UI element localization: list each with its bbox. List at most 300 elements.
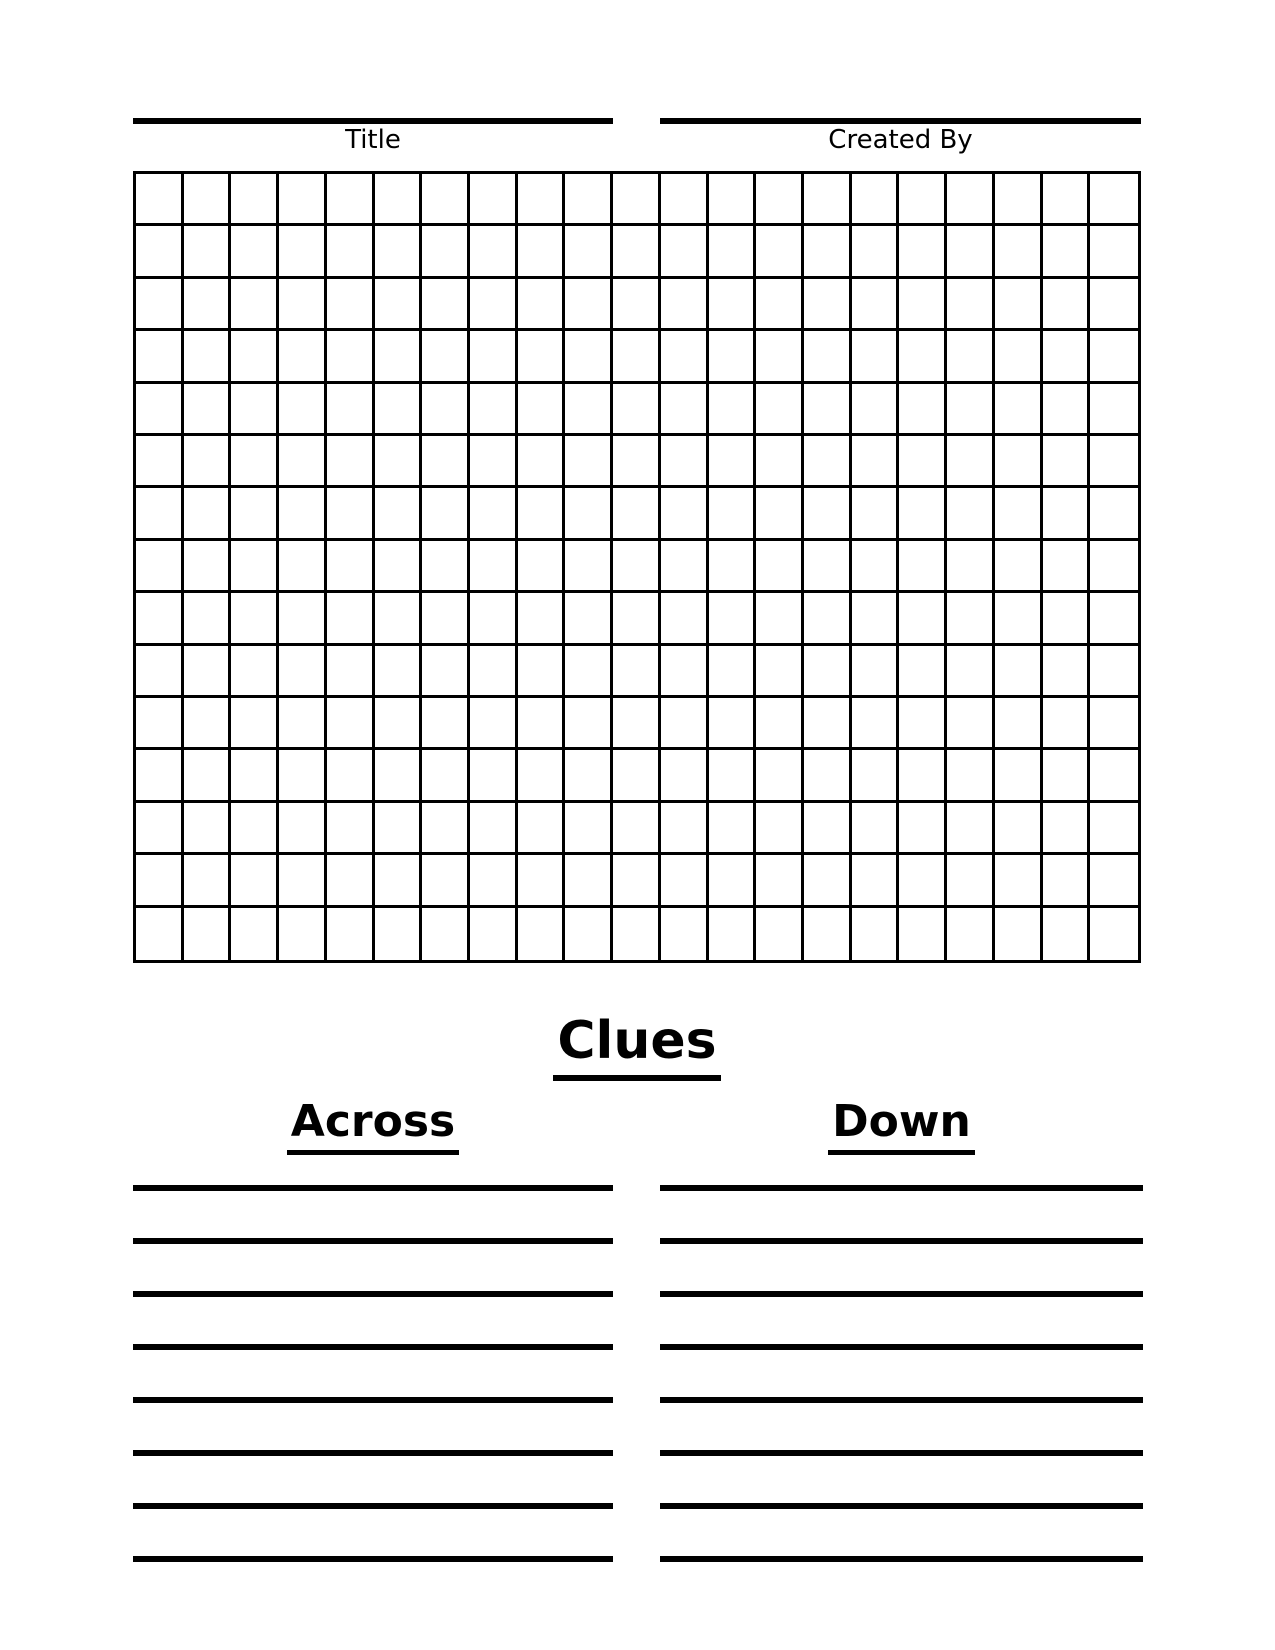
grid-cell	[1090, 279, 1138, 331]
grid-cell	[327, 331, 375, 383]
grid-cell	[279, 488, 327, 540]
grid-cell	[375, 803, 423, 855]
grid-cell	[184, 908, 232, 960]
grid-cell	[709, 279, 757, 331]
grid-cell	[613, 750, 661, 802]
grid-cell	[375, 541, 423, 593]
grid-cell	[136, 279, 184, 331]
grid-cell	[565, 488, 613, 540]
grid-cell	[995, 384, 1043, 436]
grid-cell	[899, 855, 947, 907]
grid-cell	[899, 279, 947, 331]
grid-cell	[804, 750, 852, 802]
grid-cell	[995, 279, 1043, 331]
grid-cell	[804, 908, 852, 960]
grid-cell	[804, 331, 852, 383]
grid-cell	[804, 646, 852, 698]
grid-cell	[136, 646, 184, 698]
grid-cell	[422, 488, 470, 540]
grid-cell	[279, 279, 327, 331]
grid-cell	[518, 488, 566, 540]
grid-cell	[565, 855, 613, 907]
grid-cell	[1090, 174, 1138, 226]
grid-cell	[1043, 279, 1091, 331]
clue-line	[133, 1238, 613, 1244]
grid-cell	[279, 698, 327, 750]
grid-cell	[613, 541, 661, 593]
grid-cell	[661, 174, 709, 226]
grid-cell	[422, 279, 470, 331]
grid-cell	[375, 646, 423, 698]
grid-cell	[709, 331, 757, 383]
grid-cell	[947, 908, 995, 960]
grid-cell	[231, 279, 279, 331]
grid-cell	[565, 646, 613, 698]
grid-cell	[375, 698, 423, 750]
created-by-blank-rule	[660, 118, 1141, 124]
grid-cell	[375, 908, 423, 960]
clue-line	[660, 1503, 1143, 1509]
grid-cell	[756, 803, 804, 855]
grid-cell	[327, 384, 375, 436]
grid-cell	[613, 593, 661, 645]
grid-cell	[375, 174, 423, 226]
grid-cell	[661, 593, 709, 645]
grid-cell	[804, 593, 852, 645]
grid-cell	[661, 279, 709, 331]
grid-cell	[947, 803, 995, 855]
grid-cell	[518, 855, 566, 907]
grid-cell	[1043, 593, 1091, 645]
grid-cell	[661, 436, 709, 488]
grid-cell	[1043, 488, 1091, 540]
title-field-label: Title	[345, 125, 401, 155]
grid-cell	[899, 384, 947, 436]
grid-cell	[756, 698, 804, 750]
grid-cell	[422, 541, 470, 593]
grid-cell	[327, 855, 375, 907]
grid-cell	[1043, 908, 1091, 960]
grid-cell	[995, 593, 1043, 645]
grid-cell	[518, 541, 566, 593]
grid-cell	[422, 384, 470, 436]
clues-section	[133, 1012, 1141, 1081]
clue-line	[133, 1185, 613, 1191]
grid-cell	[375, 750, 423, 802]
grid-cell	[899, 803, 947, 855]
grid-cell	[947, 226, 995, 278]
grid-cell	[136, 226, 184, 278]
grid-cell	[327, 750, 375, 802]
grid-cell	[852, 803, 900, 855]
grid-cell	[947, 174, 995, 226]
grid-cell	[852, 855, 900, 907]
clue-line	[133, 1344, 613, 1350]
grid-cell	[518, 750, 566, 802]
grid-cell	[375, 331, 423, 383]
grid-cell	[565, 593, 613, 645]
clue-line	[133, 1503, 613, 1509]
grid-cell	[279, 436, 327, 488]
grid-cell	[804, 279, 852, 331]
grid-cell	[1090, 593, 1138, 645]
clue-line	[133, 1291, 613, 1297]
grid-cell	[613, 908, 661, 960]
grid-cell	[518, 226, 566, 278]
grid-cell	[756, 855, 804, 907]
grid-cell	[518, 436, 566, 488]
grid-cell	[947, 646, 995, 698]
grid-cell	[518, 908, 566, 960]
grid-cell	[709, 384, 757, 436]
clue-line	[660, 1556, 1143, 1562]
grid-cell	[661, 331, 709, 383]
grid-cell	[184, 750, 232, 802]
grid-cell	[709, 908, 757, 960]
grid-cell	[709, 226, 757, 278]
crossword-grid	[133, 171, 1141, 963]
grid-cell	[756, 384, 804, 436]
grid-cell	[470, 698, 518, 750]
grid-cell	[995, 750, 1043, 802]
clue-line	[133, 1397, 613, 1403]
clue-line	[660, 1344, 1143, 1350]
clue-line	[660, 1185, 1143, 1191]
grid-cell	[470, 331, 518, 383]
grid-cell	[422, 803, 470, 855]
grid-cell	[804, 855, 852, 907]
grid-cell	[184, 436, 232, 488]
grid-cell	[565, 750, 613, 802]
grid-cell	[231, 331, 279, 383]
grid-cell	[565, 226, 613, 278]
grid-cell	[947, 384, 995, 436]
grid-cell	[947, 855, 995, 907]
grid-cell	[184, 226, 232, 278]
grid-cell	[470, 855, 518, 907]
grid-cell	[184, 646, 232, 698]
grid-cell	[1090, 226, 1138, 278]
grid-cell	[899, 541, 947, 593]
grid-cell	[518, 384, 566, 436]
grid-cell	[470, 908, 518, 960]
grid-cell	[518, 698, 566, 750]
grid-cell	[327, 488, 375, 540]
grid-cell	[184, 855, 232, 907]
grid-cell	[279, 384, 327, 436]
grid-cell	[613, 803, 661, 855]
grid-cell	[852, 698, 900, 750]
down-column-header	[660, 1097, 1143, 1155]
grid-cell	[422, 855, 470, 907]
grid-cell	[709, 436, 757, 488]
down-clue-lines	[660, 1185, 1143, 1609]
grid-cell	[709, 593, 757, 645]
grid-cell	[899, 750, 947, 802]
grid-cell	[661, 541, 709, 593]
grid-cell	[947, 541, 995, 593]
grid-cell	[1043, 698, 1091, 750]
grid-cell	[804, 384, 852, 436]
grid-cell	[899, 698, 947, 750]
title-blank-rule	[133, 118, 613, 124]
grid-cell	[756, 279, 804, 331]
grid-cell	[184, 541, 232, 593]
grid-cell	[470, 226, 518, 278]
clue-line	[660, 1238, 1143, 1244]
grid-cell	[231, 646, 279, 698]
grid-cell	[613, 488, 661, 540]
grid-cell	[804, 698, 852, 750]
grid-cell	[136, 384, 184, 436]
grid-cell	[136, 750, 184, 802]
grid-cell	[470, 750, 518, 802]
grid-cell	[565, 436, 613, 488]
grid-cell	[279, 803, 327, 855]
grid-cell	[375, 488, 423, 540]
grid-cell	[231, 803, 279, 855]
grid-cell	[184, 803, 232, 855]
grid-cell	[470, 541, 518, 593]
grid-cell	[995, 646, 1043, 698]
grid-cell	[375, 226, 423, 278]
grid-cell	[422, 331, 470, 383]
grid-cell	[184, 488, 232, 540]
grid-cell	[661, 488, 709, 540]
grid-cell	[995, 436, 1043, 488]
grid-cell	[327, 908, 375, 960]
grid-cell	[852, 384, 900, 436]
grid-cell	[613, 331, 661, 383]
grid-cell	[422, 646, 470, 698]
clue-line	[660, 1397, 1143, 1403]
grid-cell	[327, 174, 375, 226]
grid-cell	[422, 226, 470, 278]
grid-cell	[565, 541, 613, 593]
grid-cell	[136, 803, 184, 855]
grid-cell	[852, 226, 900, 278]
grid-cell	[1043, 436, 1091, 488]
grid-cell	[804, 436, 852, 488]
grid-cell	[1090, 488, 1138, 540]
grid-cell	[804, 226, 852, 278]
grid-cell	[995, 698, 1043, 750]
grid-cell	[470, 384, 518, 436]
grid-cell	[756, 488, 804, 540]
grid-cell	[995, 908, 1043, 960]
grid-cell	[470, 279, 518, 331]
grid-cell	[1043, 803, 1091, 855]
grid-cell	[995, 174, 1043, 226]
grid-cell	[565, 384, 613, 436]
grid-cell	[518, 593, 566, 645]
grid-cell	[709, 174, 757, 226]
grid-cell	[422, 174, 470, 226]
grid-cell	[184, 698, 232, 750]
grid-cell	[804, 488, 852, 540]
grid-cell	[279, 331, 327, 383]
grid-cell	[709, 541, 757, 593]
grid-cell	[1090, 803, 1138, 855]
grid-cell	[279, 226, 327, 278]
clues-heading: Clues	[553, 1012, 720, 1081]
grid-cell	[756, 436, 804, 488]
grid-cell	[279, 750, 327, 802]
grid-cell	[136, 436, 184, 488]
grid-cell	[947, 750, 995, 802]
grid-cell	[613, 646, 661, 698]
grid-cell	[995, 331, 1043, 383]
grid-cell	[1090, 750, 1138, 802]
grid-cell	[1043, 174, 1091, 226]
grid-cell	[136, 541, 184, 593]
grid-cell	[995, 226, 1043, 278]
grid-cell	[422, 908, 470, 960]
grid-cell	[279, 855, 327, 907]
grid-cell	[947, 593, 995, 645]
grid-cell	[947, 698, 995, 750]
grid-cell	[327, 226, 375, 278]
grid-cell	[518, 279, 566, 331]
grid-cell	[518, 174, 566, 226]
grid-cell	[852, 908, 900, 960]
grid-cell	[136, 331, 184, 383]
grid-cell	[899, 331, 947, 383]
grid-cell	[852, 750, 900, 802]
grid-cell	[327, 541, 375, 593]
grid-cell	[375, 436, 423, 488]
grid-cell	[518, 803, 566, 855]
grid-cell	[565, 174, 613, 226]
grid-cell	[756, 908, 804, 960]
grid-cell	[470, 488, 518, 540]
grid-cell	[899, 908, 947, 960]
grid-cell	[613, 279, 661, 331]
grid-cell	[565, 279, 613, 331]
grid-cell	[184, 384, 232, 436]
grid-cell	[375, 279, 423, 331]
grid-cell	[709, 803, 757, 855]
clue-line	[660, 1291, 1143, 1297]
grid-cell	[852, 593, 900, 645]
grid-cell	[613, 855, 661, 907]
grid-cell	[231, 698, 279, 750]
grid-cell	[995, 855, 1043, 907]
grid-cell	[613, 384, 661, 436]
grid-cell	[709, 750, 757, 802]
grid-cell	[661, 803, 709, 855]
grid-cell	[1090, 384, 1138, 436]
grid-cell	[1043, 226, 1091, 278]
grid-cell	[852, 541, 900, 593]
grid-cell	[756, 331, 804, 383]
grid-cell	[995, 803, 1043, 855]
grid-cell	[1043, 750, 1091, 802]
grid-cell	[1090, 646, 1138, 698]
grid-cell	[565, 698, 613, 750]
grid-cell	[947, 436, 995, 488]
grid-cell	[947, 279, 995, 331]
grid-cell	[184, 593, 232, 645]
grid-cell	[899, 174, 947, 226]
grid-cell	[279, 908, 327, 960]
grid-cell	[231, 226, 279, 278]
grid-cell	[470, 803, 518, 855]
grid-cell	[756, 174, 804, 226]
grid-cell	[1090, 698, 1138, 750]
grid-cell	[709, 488, 757, 540]
grid-cell	[565, 331, 613, 383]
grid-cell	[279, 593, 327, 645]
grid-cell	[852, 279, 900, 331]
grid-cell	[279, 174, 327, 226]
grid-cell	[136, 855, 184, 907]
grid-cell	[613, 698, 661, 750]
grid-cell	[899, 646, 947, 698]
grid-cell	[1090, 855, 1138, 907]
grid-cell	[1043, 384, 1091, 436]
grid-cell	[279, 646, 327, 698]
grid-cell	[756, 646, 804, 698]
grid-cell	[231, 541, 279, 593]
grid-cell	[136, 488, 184, 540]
grid-cell	[613, 436, 661, 488]
down-heading: Down	[828, 1097, 975, 1155]
grid-cell	[375, 384, 423, 436]
clue-line	[133, 1556, 613, 1562]
grid-cell	[709, 646, 757, 698]
grid-cell	[852, 646, 900, 698]
grid-cell	[327, 279, 375, 331]
grid-cell	[565, 803, 613, 855]
grid-cell	[756, 226, 804, 278]
grid-cell	[756, 750, 804, 802]
grid-cell	[1043, 541, 1091, 593]
grid-cell	[231, 593, 279, 645]
across-heading: Across	[287, 1097, 459, 1155]
grid-cell	[661, 698, 709, 750]
grid-cell	[184, 331, 232, 383]
grid-cell	[899, 488, 947, 540]
grid-cell	[422, 436, 470, 488]
grid-cell	[327, 593, 375, 645]
grid-cell	[1043, 331, 1091, 383]
grid-cell	[852, 331, 900, 383]
grid-cell	[1090, 541, 1138, 593]
grid-cell	[136, 174, 184, 226]
grid-cell	[899, 593, 947, 645]
grid-cell	[231, 436, 279, 488]
grid-cell	[375, 855, 423, 907]
grid-cell	[422, 750, 470, 802]
grid-cell	[518, 331, 566, 383]
grid-cell	[852, 174, 900, 226]
grid-cell	[661, 384, 709, 436]
grid-cell	[231, 855, 279, 907]
grid-cell	[1090, 331, 1138, 383]
grid-cell	[709, 698, 757, 750]
grid-cell	[184, 174, 232, 226]
grid-cell	[804, 174, 852, 226]
clue-line	[660, 1450, 1143, 1456]
grid-cell	[947, 331, 995, 383]
grid-cell	[327, 698, 375, 750]
grid-cell	[852, 488, 900, 540]
grid-cell	[136, 908, 184, 960]
grid-cell	[899, 226, 947, 278]
grid-cell	[661, 226, 709, 278]
grid-cell	[565, 908, 613, 960]
